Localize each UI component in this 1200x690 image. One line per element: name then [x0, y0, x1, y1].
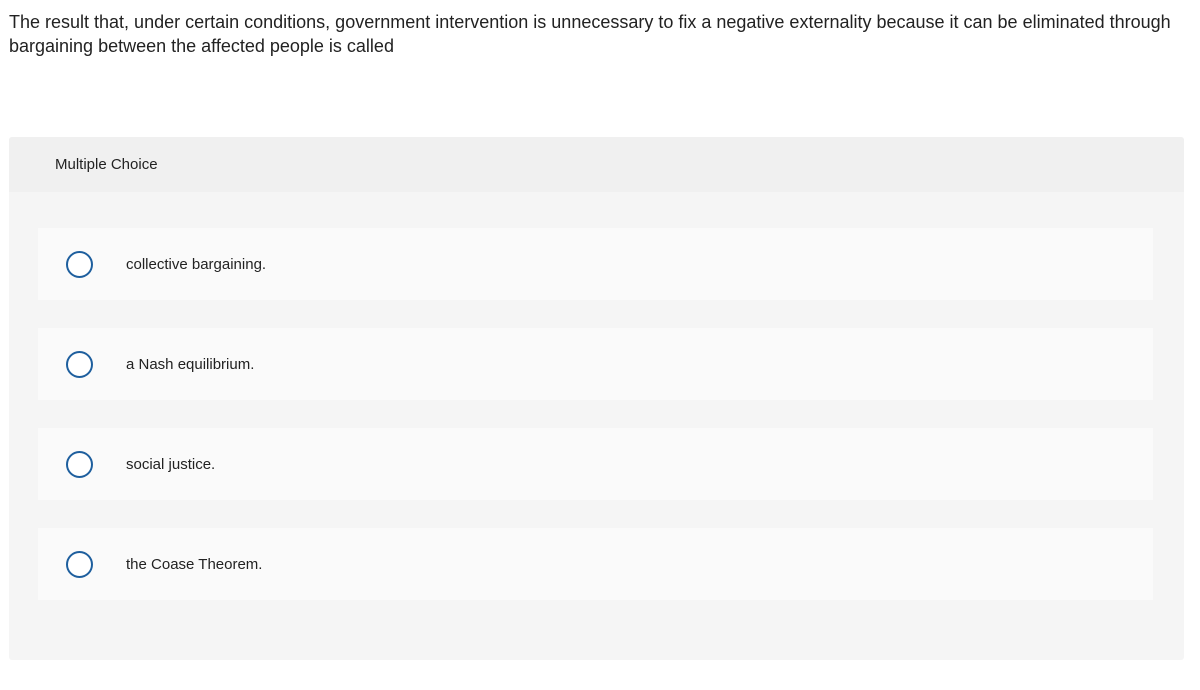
radio-button-icon[interactable] — [66, 551, 93, 578]
answer-option-3[interactable] — [38, 428, 1153, 500]
answer-option-label[interactable]: collective bargaining. — [126, 255, 267, 273]
multiple-choice-panel — [9, 137, 1184, 660]
multiple-choice-header: Multiple Choice — [9, 137, 1184, 192]
question-text: The result that, under certain conditions, government intervention is unnecessary to fix a negative externality because it can be eliminated through bargaining between the affected people is called — [9, 12, 1171, 56]
answer-options — [38, 228, 1153, 628]
radio-button-icon[interactable] — [66, 351, 93, 378]
answer-option-1[interactable] — [38, 228, 1153, 300]
answer-option-4[interactable] — [38, 528, 1153, 600]
answer-option-label[interactable]: a Nash equilibrium. — [126, 355, 255, 373]
answer-option-label[interactable]: social justice. — [126, 455, 216, 473]
radio-button-icon[interactable] — [66, 451, 93, 478]
answer-option-2[interactable] — [38, 328, 1153, 400]
radio-button-icon[interactable] — [66, 251, 93, 278]
answer-option-label[interactable]: the Coase Theorem. — [126, 555, 263, 573]
